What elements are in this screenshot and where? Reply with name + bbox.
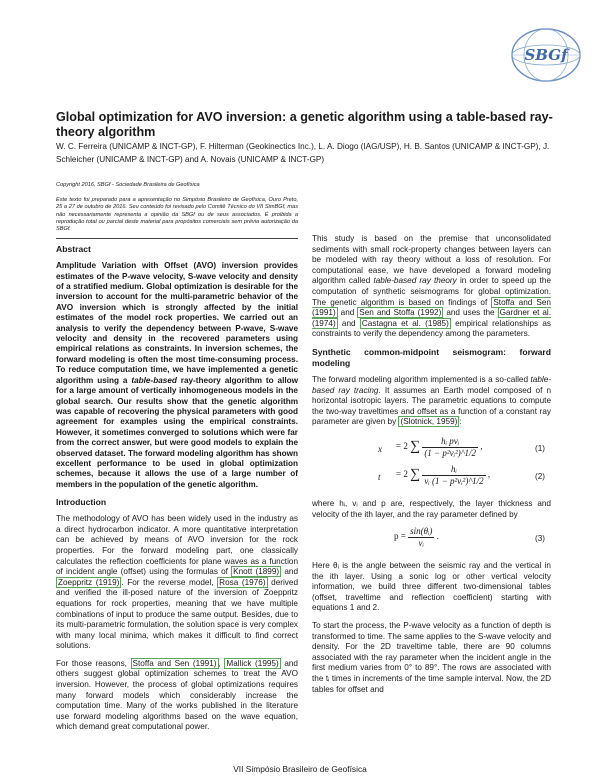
- ref-gardner-link[interactable]: Gardner et al. (1974): [312, 308, 552, 328]
- ref-rosa-link[interactable]: Rosa (1976): [219, 577, 266, 587]
- ref-zoeppritz-link[interactable]: Zoeppritz (1919): [58, 577, 120, 587]
- page-footer: VII Simpósio Brasileiro de Geofísica: [233, 764, 367, 774]
- introduction-heading: Introduction: [56, 497, 107, 508]
- abstract-body: Amplitude Variation with Offset (AVO) inversion provides estimates of the P-wave velocity, S-wave velocity and density of a stratified medium. Global optimization is desirable for the inversion to account for the multi-parametric behavior of the AVO inversion which is strongly affected by the initial estimates of the model rock properties. We carried out an analysis to verify the dependency between P-wave, S-wave velocity and density in the recovered parameters using empirical relations as constraints. In inversion schemes, the forward modeling is often the most time-consuming process. To reduce computation time, we have implemented a genetic algorithm using a table-based ray-theory algorithm to allow for a large amount of vertically inhomogeneous models in the global search. Our results show that the genetic algorithm was capable of recovering the physical parameters with good agreement for examples using the empirical constraints. However, it sometimes converged to solutions which were far from the correct answer, but were good models to explain the observed dataset. The forward modeling algorithm has shown excellent performance to be used in global optimization schemes, because it allows the use of a large number of members in the population of the genetic algorithm.: [56, 261, 298, 489]
- here-paragraph: Here θᵢ is the angle between the seismic ray and the vertical in the ith layer. Using a sonic log or other vertical velocity information, we build three different two-dimensional tables (offset, traveltime and reflection coefficient) starting with equations 1 and 2.: [312, 561, 551, 613]
- divider: [56, 238, 298, 239]
- ref-slotnick-link[interactable]: (Slotnick, 1959): [400, 417, 458, 427]
- introduction-paragraph-2: For those reasons, Stoffa and Sen (1991) , Mallick (1995) and others suggest global optimization schemes to treat the AVO inversion. However, the process of global optimizations requires many forward models which considerably increase the computation time. Many of the works published in the literature use forward modeling algorithms based on the wave equation, which demand great computational power.: [56, 658, 298, 732]
- paper-title: Global optimization for AVO inversion: a genetic algorithm using a table-based ray-theory algorithm: [56, 110, 553, 139]
- synthetic-paragraph: The forward modeling algorithm implemented is a so-called table-based ray tracing. It assumes an Earth model composed of n horizontal isotropic layers. The parametric equations to compute the two-way traveltimes and offset as a function of a constant ray parameter are given by (Slotnick, 1959) :: [312, 374, 551, 427]
- conference-notice: Este texto foi preparado para a apresentação no Simpósio Brasileiro de Geofísica, Ouro Preto, 25 a 27 de outubro de 2016. Seu conteúdo foi revisado pelo Comitê Técnico do VII SimBGf, mas não necessariamente representa a opinião da SBGf ou de seus associados. É proibida a reprodução total ou parcial deste material para propósitos comerciais sem prévia autorização da SBGf.: [56, 197, 298, 233]
- where-paragraph: where hᵢ, vᵢ and p are, respectively, the layer thickness and velocity of the ith layer, and the ray parameter defined by: [312, 498, 551, 519]
- equation-3-number: (3): [534, 534, 545, 544]
- abstract-heading: Abstract: [56, 244, 91, 255]
- ref-knott-link[interactable]: Knott (1899): [233, 567, 280, 577]
- study-paragraph: This study is based on the premise that unconsolidated sediments with small rock-property changes between layers can be modeled with ray theory without a loss of resolution. For computational ease, we have developed a forward modeling algorithm called table-based ray theory in order to speed up the computation of synthetic seismograms for global optimization. The genetic algorithm is based on findings of Stoffa and Sen (1991) and Sen and Stoffa (1992) and uses the Gardner et al. (1974) and Castagna et al. (1985) empirical relationships as constraints to verify the dependency among the parameters.: [312, 234, 552, 339]
- equation-2-number: (2): [534, 471, 545, 481]
- ref-sen-stoffa-link[interactable]: Sen and Stoffa (1992): [359, 308, 442, 318]
- sbgf-logo: [507, 25, 585, 85]
- ref-mallick-link[interactable]: Mallick (1995): [226, 658, 279, 668]
- ref-stoffa-sen-link[interactable]: Stoffa and Sen (1991): [132, 658, 217, 668]
- left-column: [56, 182, 298, 733]
- start-paragraph: To start the process, the P-wave velocity as a function of depth is transformed to time. The same applies to the S-wave velocity and density. For the 2D traveltime table, there are 90 columns associated with the ray parameter when the incident angle in the first medium varies from 0° to 89°. The rows are associated with the tᵢ times in increments of the time sample interval. Now, the 2D tables for offset and: [312, 621, 551, 694]
- introduction-paragraph-1: The methodology of AVO has been widely used in the industry as a direct hydrocarbon indicator. A more quantitative interpretation can be achieved by means of AVO inversion for the rock properties. For the forward modeling part, one classically calculates the reflection coefficients for plane waves as a function of incident angle (offset) using the formulas of Knott (1899) and Zoeppritz (1919) . For the reverse model, Rosa (1976) derived and verified the ill-posed nature of the inversion of Zoeppritz equations for rock properties, meaning that we have multiple combinations of input to produce the same output. Besides, due to its multi-parametric formulation, the solution space is very complex with many local minima, which makes it difficult to find correct solutions.: [56, 514, 298, 651]
- equation-1: x = 2 ∑ $\frac{\text{hᵢ pvᵢ}}{\text{(1 − p²vᵢ²)\textasciicircum{}1/2}}$ , (1): [378, 435, 545, 458]
- equation-3: p = $\frac{\text{sin(θᵢ)}}{\text{vᵢ}}$ . (3): [394, 526, 545, 548]
- synthetic-heading: Synthetic common-midpoint seismogram: forward modeling: [312, 346, 551, 368]
- authors: W. C. Ferreira (UNICAMP & INCT-GP), F. Hilterman (Geokinectics Inc.), L. A. Diogo (IAG/USP), H. B. Santos (UNICAMP & INCT-GP), J. Schleicher (UNICAMP & INCT-GP) and A. Novais (UNICAMP & INCT-GP): [56, 142, 550, 164]
- ref-castagna-link[interactable]: Castagna et al. (1985): [361, 318, 449, 328]
- equation-1-number: (1): [534, 443, 545, 453]
- equation-2: t = 2 ∑ $\frac{\text{hᵢ}}{\text{vᵢ (1 − p²vᵢ²)\textasciicircum{}1/2}}$ , (2): [378, 463, 545, 486]
- right-column: [312, 182, 551, 695]
- logo-wordmark: SBGf: [524, 46, 568, 64]
- copyright-line: Copyright 2016, SBGf - Sociedade Brasileira de Geofísica: [56, 182, 200, 188]
- ref-stoffa-sen-link[interactable]: Stoffa and Sen (1991): [312, 297, 551, 318]
